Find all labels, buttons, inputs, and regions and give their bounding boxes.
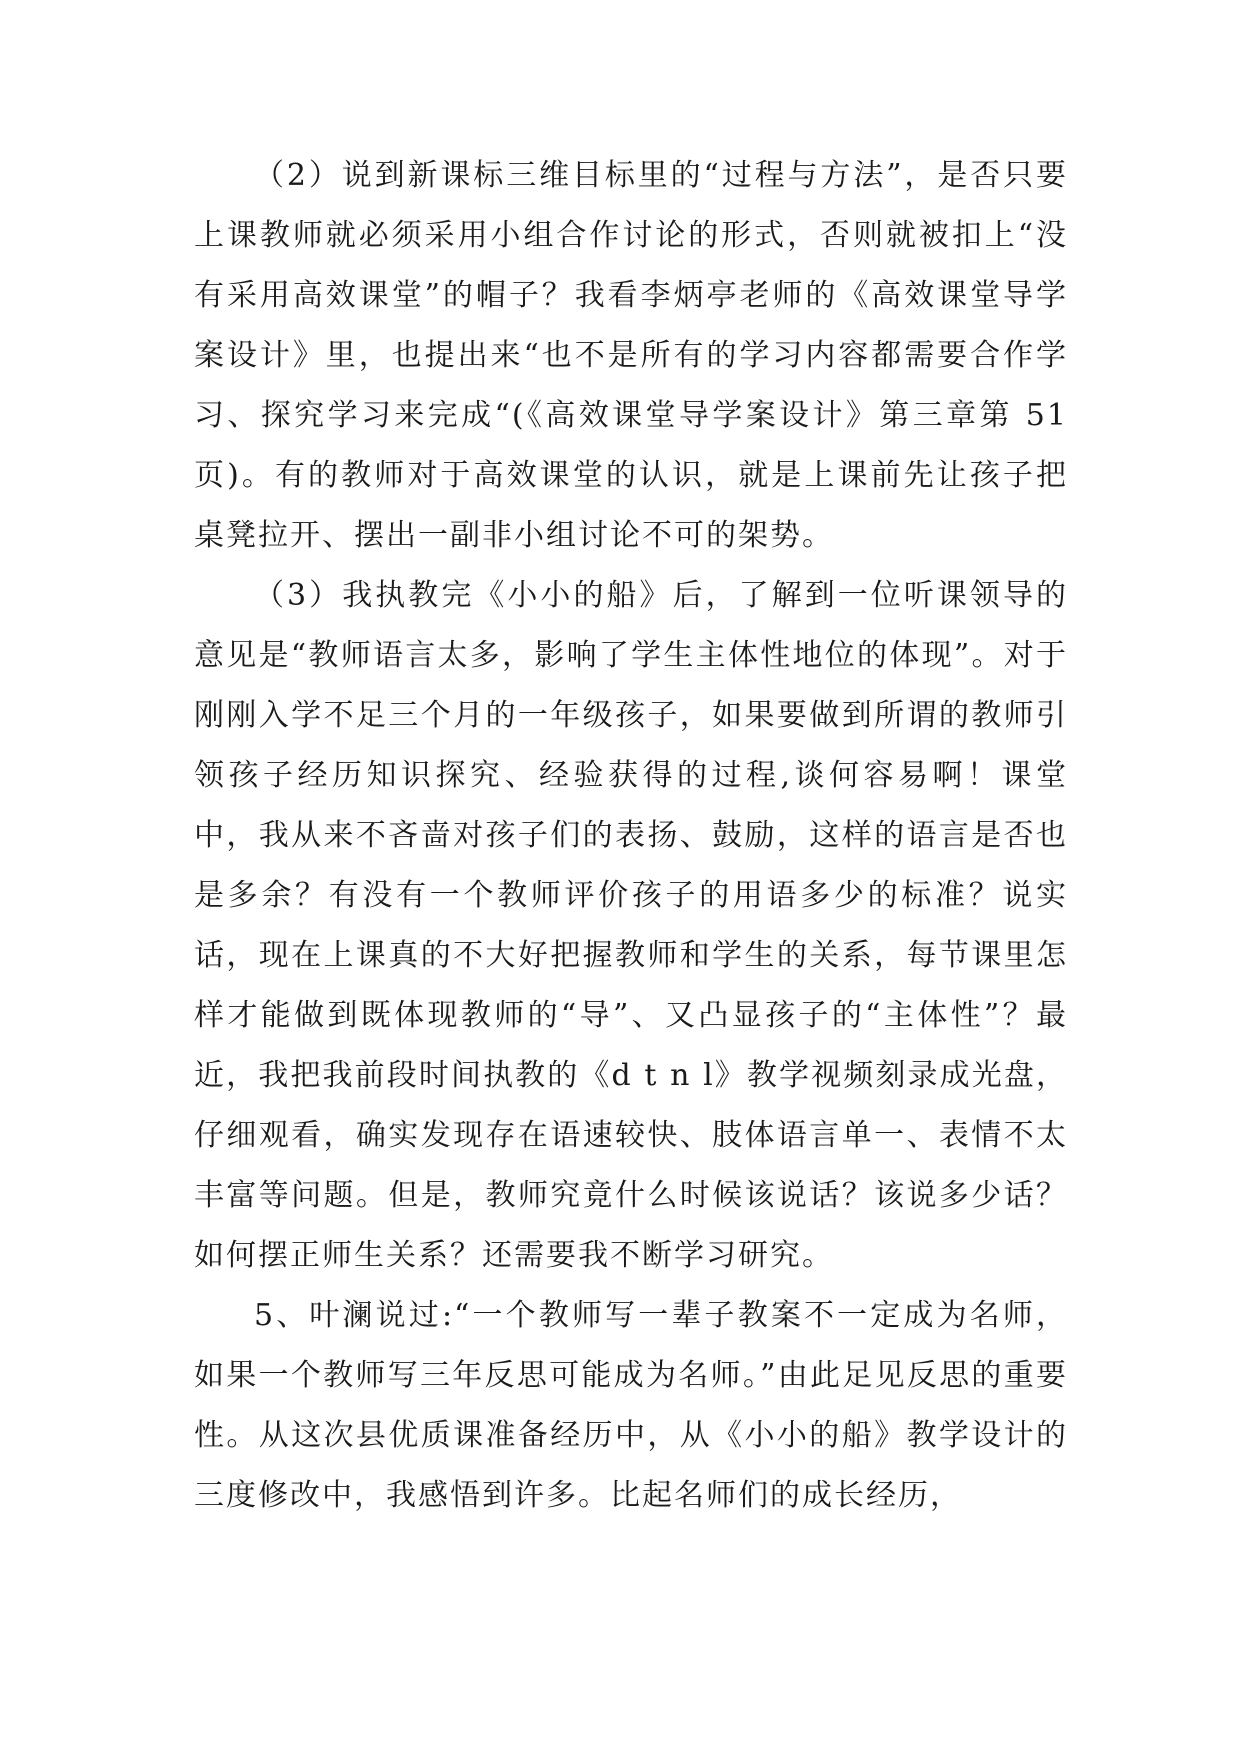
- paragraph-3-little-boat: （3）我执教完《小小的船》后，了解到一位听课领导的意见是“教师语言太多，影响了学生主体性地位的体现”。对于刚刚入学不足三个月的一年级孩子，如果要做到所谓的教师引领孩子经历知识探究、经验获得的过程,谈何容易啊！课堂中，我从来不吝啬对孩子们的表扬、鼓励，这样的语言是否也是多余？有没有一个教师评价孩子的用语多少的标准？说实话，现在上课真的不大好把握教师和学生的关系，每节课里怎样才能做到既体现教师的“导”、又凸显孩子的“主体性”？最近，我把我前段时间执教的《d t n l》教学视频刻录成光盘，仔细观看，确实发现存在语速较快、肢体语言单一、表情不太丰富等问题。但是，教师究竟什么时候该说话？该说多少话？如何摆正师生关系？还需要我不断学习研究。: [194, 578, 1068, 1273]
- document-body: [194, 146, 1068, 1526]
- paragraph-5-reflection: 5、叶澜说过:“一个教师写一辈子教案不一定成为名师，如果一个教师写三年反思可能成为名师。”由此足见反思的重要性。从这次县优质课准备经历中，从《小小的船》教学设计的三度修改中，我感悟到许多。比起名师们的成长经历，: [194, 1298, 1068, 1513]
- paragraph-2-process-method: （2）说到新课标三维目标里的“过程与方法”，是否只要上课教师就必须采用小组合作讨论的形式，否则就被扣上“没有采用高效课堂”的帽子？我看李炳亭老师的《高效课堂导学案设计》里，也提出来“也不是所有的学习内容都需要合作学习、探究学习来完成“(《高效课堂导学案设计》第三章第 51 页)。有的教师对于高效课堂的认识，就是上课前先让孩子把桌凳拉开、摆出一副非小组讨论不可的架势。: [194, 158, 1068, 553]
